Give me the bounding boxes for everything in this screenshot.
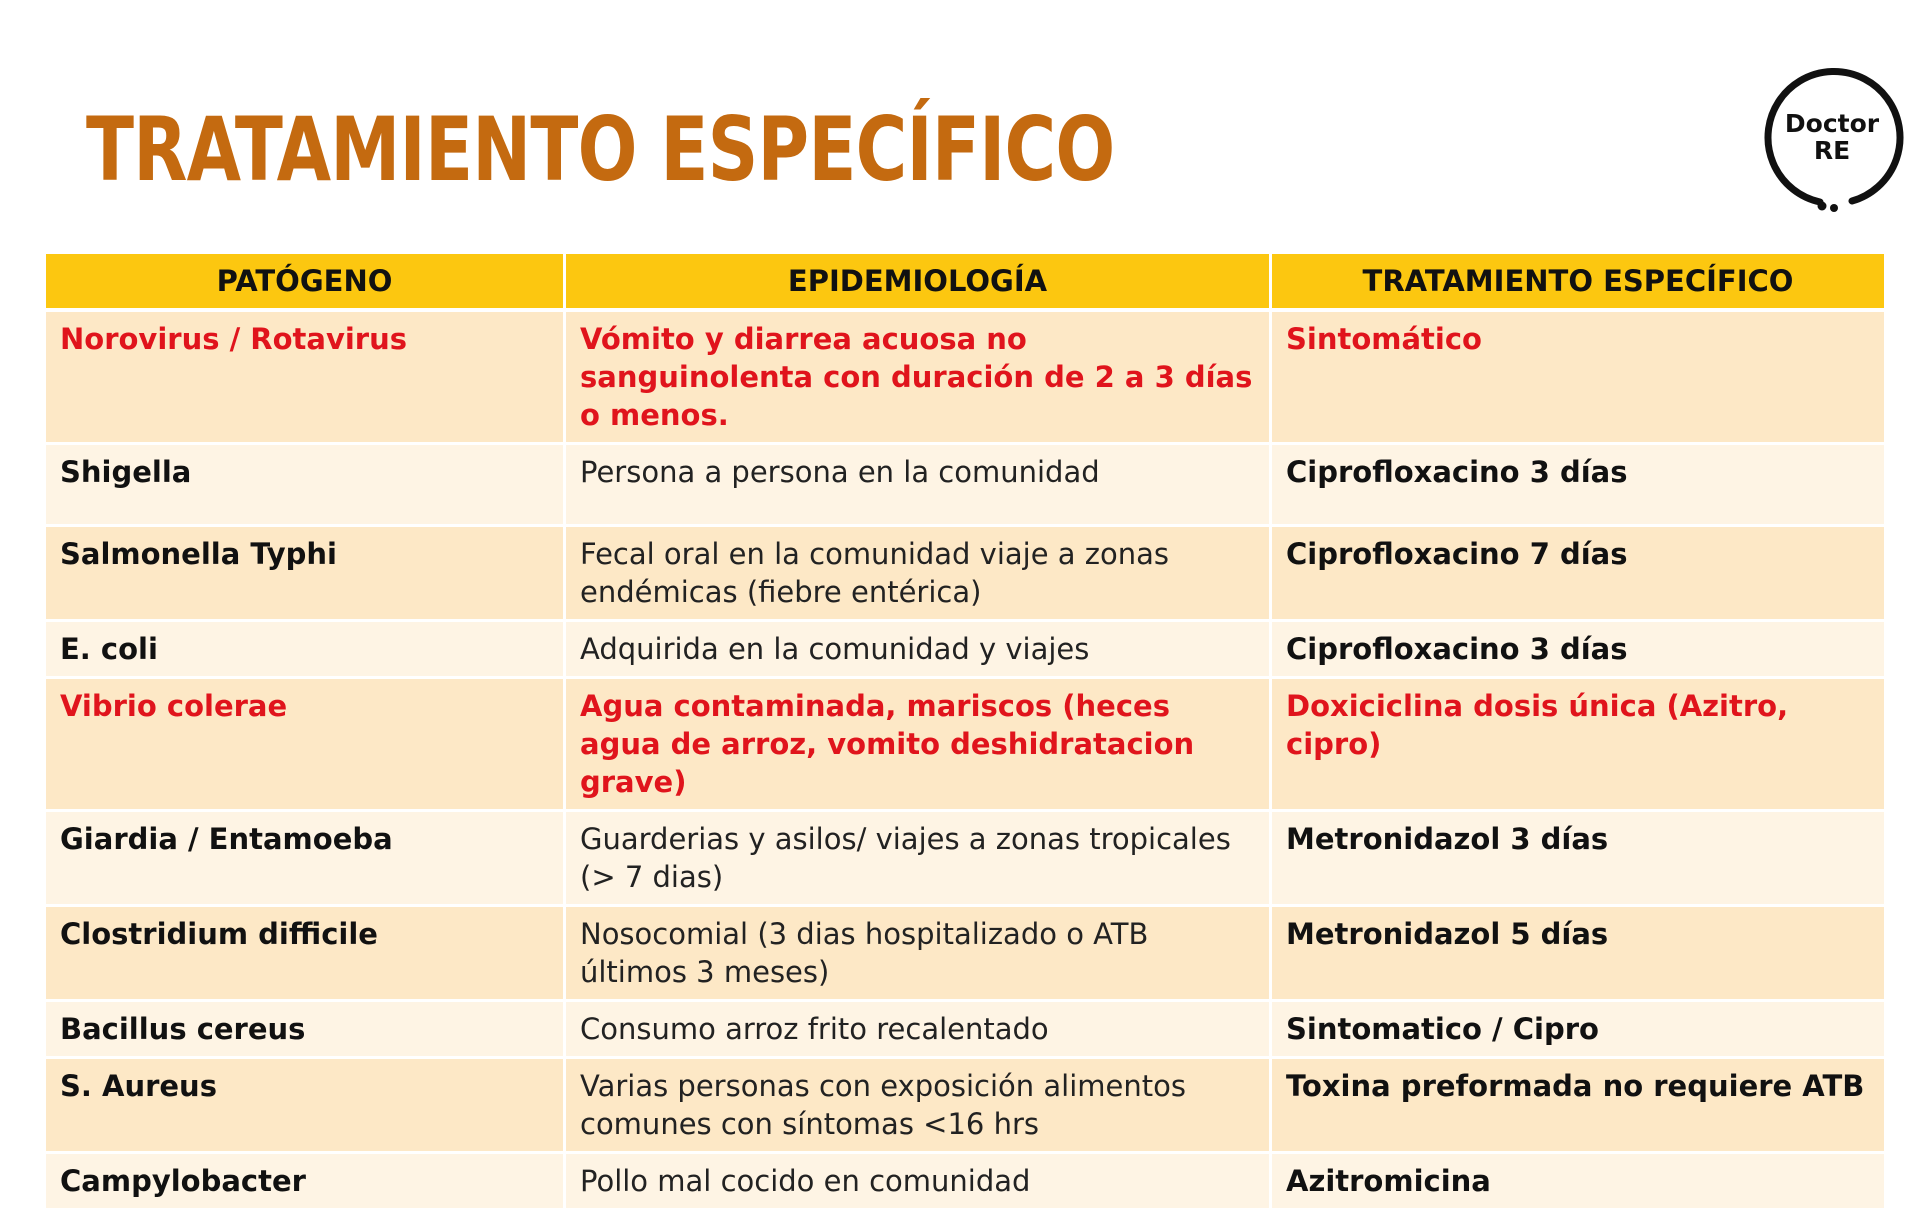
pathogen-cell: Norovirus / Rotavirus [46,312,566,445]
treatment-cell: Metronidazol 3 días [1272,812,1884,907]
logo-line-2: RE [1813,136,1851,165]
table-row [46,679,1884,812]
epidemiology-cell: Consumo arroz frito recalentado [566,1002,1272,1059]
table-row [46,812,1884,907]
epidemiology-cell: Vómito y diarrea acuosa no sanguinolenta con duración de 2 a 3 días o menos. [566,312,1272,445]
pathogen-cell: Bacillus cereus [46,1002,566,1059]
epidemiology-cell: Persona a persona en la comunidad [566,445,1272,527]
table-row [46,1059,1884,1154]
pathogen-cell: Giardia / Entamoeba [46,812,566,907]
table-row [46,1002,1884,1059]
pathogen-cell: E. coli [46,622,566,679]
pathogen-cell: Salmonella Typhi [46,527,566,622]
pathogen-cell: S. Aureus [46,1059,566,1154]
treatment-cell: Ciprofloxacino 3 días [1272,622,1884,679]
pathogen-cell: Campylobacter [46,1154,566,1211]
treatment-cell: Sintomático [1272,312,1884,445]
logo-text [1756,110,1908,164]
epidemiology-cell: Adquirida en la comunidad y viajes [566,622,1272,679]
header-pathogen: PATÓGENO [46,254,566,312]
treatment-cell: Doxiciclina dosis única (Azitro, cipro) [1272,679,1884,812]
page-title: TRATAMIENTO ESPECÍFICO [86,98,1115,201]
logo-line-1: Doctor [1784,109,1880,138]
table-row [46,445,1884,527]
table-row [46,907,1884,1002]
treatment-cell: Metronidazol 5 días [1272,907,1884,1002]
header-epidemiology: EPIDEMIOLOGÍA [566,254,1272,312]
epidemiology-cell: Pollo mal cocido en comunidad [566,1154,1272,1211]
epidemiology-cell: Nosocomial (3 dias hospitalizado o ATB últimos 3 meses) [566,907,1272,1002]
treatment-table [46,254,1884,1211]
treatment-cell: Azitromicina [1272,1154,1884,1211]
pathogen-cell: Clostridium difficile [46,907,566,1002]
header-treatment: TRATAMIENTO ESPECÍFICO [1272,254,1884,312]
table-row [46,312,1884,445]
pathogen-cell: Vibrio colerae [46,679,566,812]
epidemiology-cell: Agua contaminada, mariscos (heces agua de arroz, vomito deshidratacion grave) [566,679,1272,812]
table-row [46,1154,1884,1211]
table-row [46,527,1884,622]
treatment-cell: Sintomatico / Cipro [1272,1002,1884,1059]
pathogen-cell: Shigella [46,445,566,527]
epidemiology-cell: Varias personas con exposición alimentos comunes con síntomas <16 hrs [566,1059,1272,1154]
table-header-row [46,254,1884,312]
table-row [46,622,1884,679]
treatment-cell: Ciprofloxacino 7 días [1272,527,1884,622]
treatment-table-container [46,254,1884,1211]
epidemiology-cell: Fecal oral en la comunidad viaje a zonas endémicas (fiebre entérica) [566,527,1272,622]
doctor-re-logo [1756,62,1908,214]
treatment-cell: Toxina preformada no requiere ATB [1272,1059,1884,1154]
treatment-cell: Ciprofloxacino 3 días [1272,445,1884,527]
epidemiology-cell: Guarderias y asilos/ viajes a zonas tropicales (> 7 dias) [566,812,1272,907]
